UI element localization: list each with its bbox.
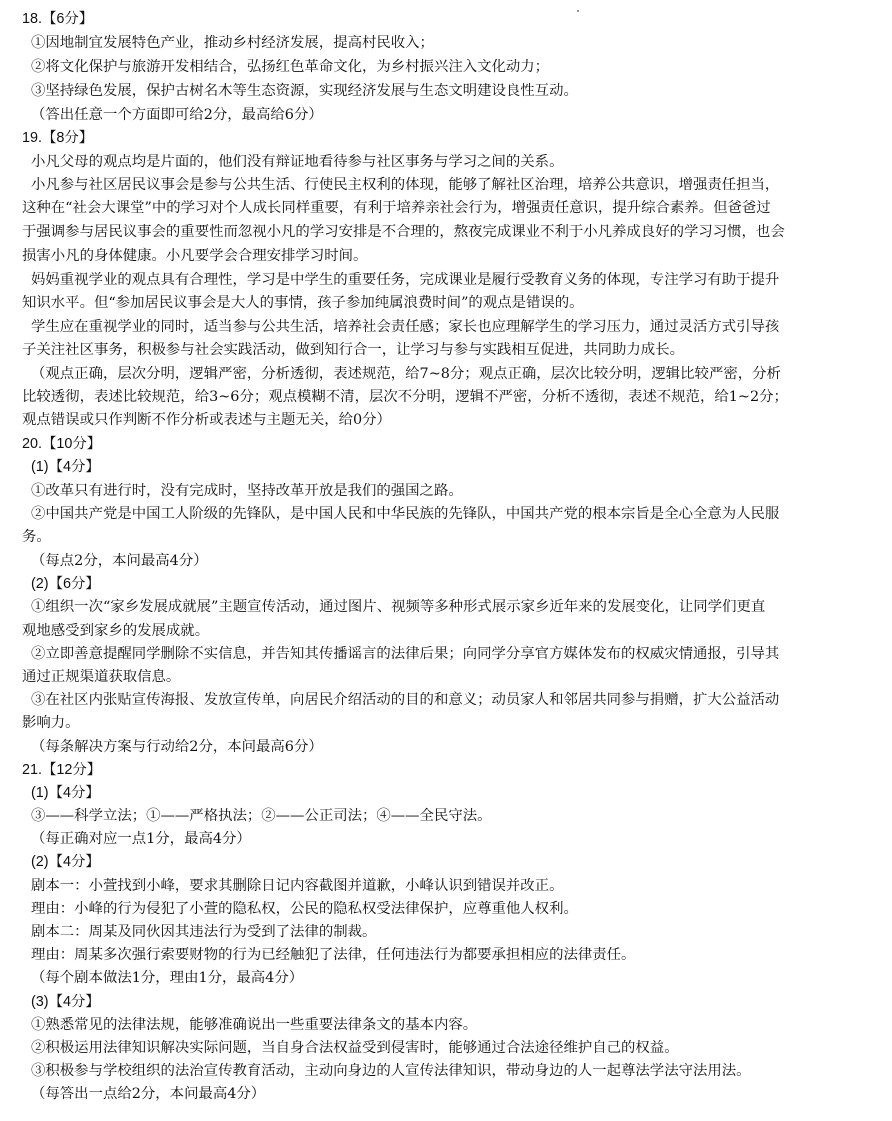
q19-scoring-line-2: 比较透彻，表述比较规范，给3~6分；观点模糊不清，层次不分明，逻辑不严密，分析不透彻，表述不规范，给1~2分；	[22, 389, 788, 405]
q21-part-3-point-1: ①熟悉常见的法律法规，能够准确说出一些重要法律条文的基本内容。	[31, 1017, 478, 1033]
q19-para-1: 小凡父母的观点均是片面的，他们没有辩证地看待参与社区事务与学习之间的关系。	[31, 154, 564, 170]
q21-part-1-scoring-note: （每正确对应一点1分，最高4分）	[31, 831, 251, 847]
q19-heading: 19.【8分】	[22, 130, 94, 146]
q21-part-1-answer: ③——科学立法；①——严格执法；②——公正司法；④——全民守法。	[31, 808, 492, 824]
q19-scoring-line-3: 观点错误或只作判断不作分析或表述与主题无关，给0分）	[22, 412, 391, 428]
q20-part-1-scoring-note: （每点2分，本问最高4分）	[31, 553, 208, 569]
q19-para-3-line-1: 妈妈重视学业的观点具有合理性，学习是中学生的重要任务，完成课业是履行受教育义务的体现，专注学习有助于提升	[31, 272, 780, 288]
q21-part-2-reason-1: 理由：小峰的行为侵犯了小萱的隐私权，公民的隐私权受法律保护，应尊重他人权利。	[31, 901, 578, 917]
q18-point-3: ③坚持绿色发展，保护古树名木等生态资源，实现经济发展与生态文明建设良性互动。	[31, 83, 578, 99]
q20-part-2-heading: (2)【6分】	[31, 576, 100, 592]
q19-para-2-line-3: 于强调参与居民议事会的重要性而忽视小凡的学习安排是不合理的，熬夜完成课业不利于小凡养成良好的学习习惯，也会	[22, 224, 785, 240]
q21-part-1-heading: (1)【4分】	[31, 785, 100, 801]
scan-speck	[577, 10, 579, 12]
q21-part-3-heading: (3)【4分】	[31, 994, 100, 1010]
q21-part-3-point-3: ③积极参与学校组织的法治宣传教育活动，主动向身边的人宣传法律知识，带动身边的人一起尊法学法守法用法。	[31, 1063, 751, 1079]
q20-part-2-point-3-line-2: 影响力。	[22, 715, 80, 731]
q20-part-2-point-2-line-1: ②立即善意提醒同学删除不实信息，并告知其传播谣言的法律后果；向同学分享官方媒体发布的权威灾情通报，引导其	[31, 646, 780, 662]
q19-scoring-line-1: （观点正确，层次分明，逻辑严密，分析透彻，表述规范，给7~8分；观点正确，层次比较分明，逻辑比较严密，分析	[31, 366, 781, 382]
q20-heading: 20.【10分】	[22, 436, 102, 452]
q19-para-3-line-2: 知识水平。但“参加居民议事会是大人的事情，孩子参加纯属浪费时间”的观点是错误的。	[22, 295, 584, 311]
q18-point-2: ②将文化保护与旅游开发相结合，弘扬红色革命文化，为乡村振兴注入文化动力；	[31, 59, 550, 75]
q18-point-1: ①因地制宜发展特色产业，推动乡村经济发展，提高村民收入；	[31, 35, 434, 51]
q20-part-1-heading: (1)【4分】	[31, 459, 100, 475]
q20-part-1-point-1: ①改革只有进行时，没有完成时，坚持改革开放是我们的强国之路。	[31, 483, 463, 499]
q21-part-2-reason-2: 理由：周某多次强行索要财物的行为已经触犯了法律，任何违法行为都要承担相应的法律责任。	[31, 947, 636, 963]
q20-part-2-point-3-line-1: ③在社区内张贴宣传海报、发放宣传单，向居民介绍活动的目的和意义；动员家人和邻居共同参与捐赠，扩大公益活动	[31, 692, 780, 708]
q21-heading: 21.【12分】	[22, 762, 102, 778]
q19-para-4-line-2: 子关注社区事务，积极参与社会实践活动，做到知行合一，让学习与参与实践相互促进，共同助力成长。	[22, 342, 684, 358]
q21-part-3-scoring-note: （每答出一点给2分，本问最高4分）	[31, 1086, 266, 1102]
q19-para-2-line-1: 小凡参与社区居民议事会是参与公共生活、行使民主权利的体现，能够了解社区治理，培养公共意识，增强责任担当，	[31, 177, 780, 193]
q19-para-4-line-1: 学生应在重视学业的同时，适当参与公共生活，培养社会责任感；家长也应理解学生的学习压力，通过灵活方式引导孩	[31, 319, 780, 335]
q18-scoring-note: （答出任意一个方面即可给2分，最高给6分）	[31, 107, 323, 123]
q20-part-2-point-1-line-2: 观地感受到家乡的发展成就。	[22, 623, 210, 639]
q19-para-2-line-4: 损害小凡的身体健康。小凡要学会合理安排学习时间。	[22, 248, 368, 264]
q20-part-1-point-2-line-2: 务。	[22, 529, 51, 545]
q19-para-2-line-2: 这种在“社会大课堂”中的学习对个人成长同样重要，有利于培养亲社会行为，增强责任意识，提升综合素养。但爸爸过	[22, 200, 771, 216]
q20-part-1-point-2-line-1: ②中国共产党是中国工人阶级的先锋队，是中国人民和中华民族的先锋队，中国共产党的根本宗旨是全心全意为人民服	[31, 506, 780, 522]
q21-part-2-script-2: 剧本二：周某及同伙因其违法行为受到了法律的制裁。	[31, 924, 377, 940]
q20-part-2-point-1-line-1: ①组织一次“家乡发展成就展”主题宣传活动，通过图片、视频等多种形式展示家乡近年来的发展变化，让同学们更直	[31, 599, 766, 615]
q20-part-2-point-2-line-2: 通过正规渠道获取信息。	[22, 669, 181, 685]
q21-part-2-heading: (2)【4分】	[31, 854, 100, 870]
q20-part-2-scoring-note: （每条解决方案与行动给2分，本问最高6分）	[31, 739, 323, 755]
q21-part-2-script-1: 剧本一：小萱找到小峰，要求其删除日记内容截图并道歉，小峰认识到错误并改正。	[31, 878, 564, 894]
q21-part-3-point-2: ②积极运用法律知识解决实际问题，当自身合法权益受到侵害时，能够通过合法途径维护自己的权益。	[31, 1040, 679, 1056]
q21-part-2-scoring-note: （每个剧本做法1分，理由1分，最高4分）	[31, 970, 304, 986]
q18-heading: 18.【6分】	[22, 11, 94, 27]
